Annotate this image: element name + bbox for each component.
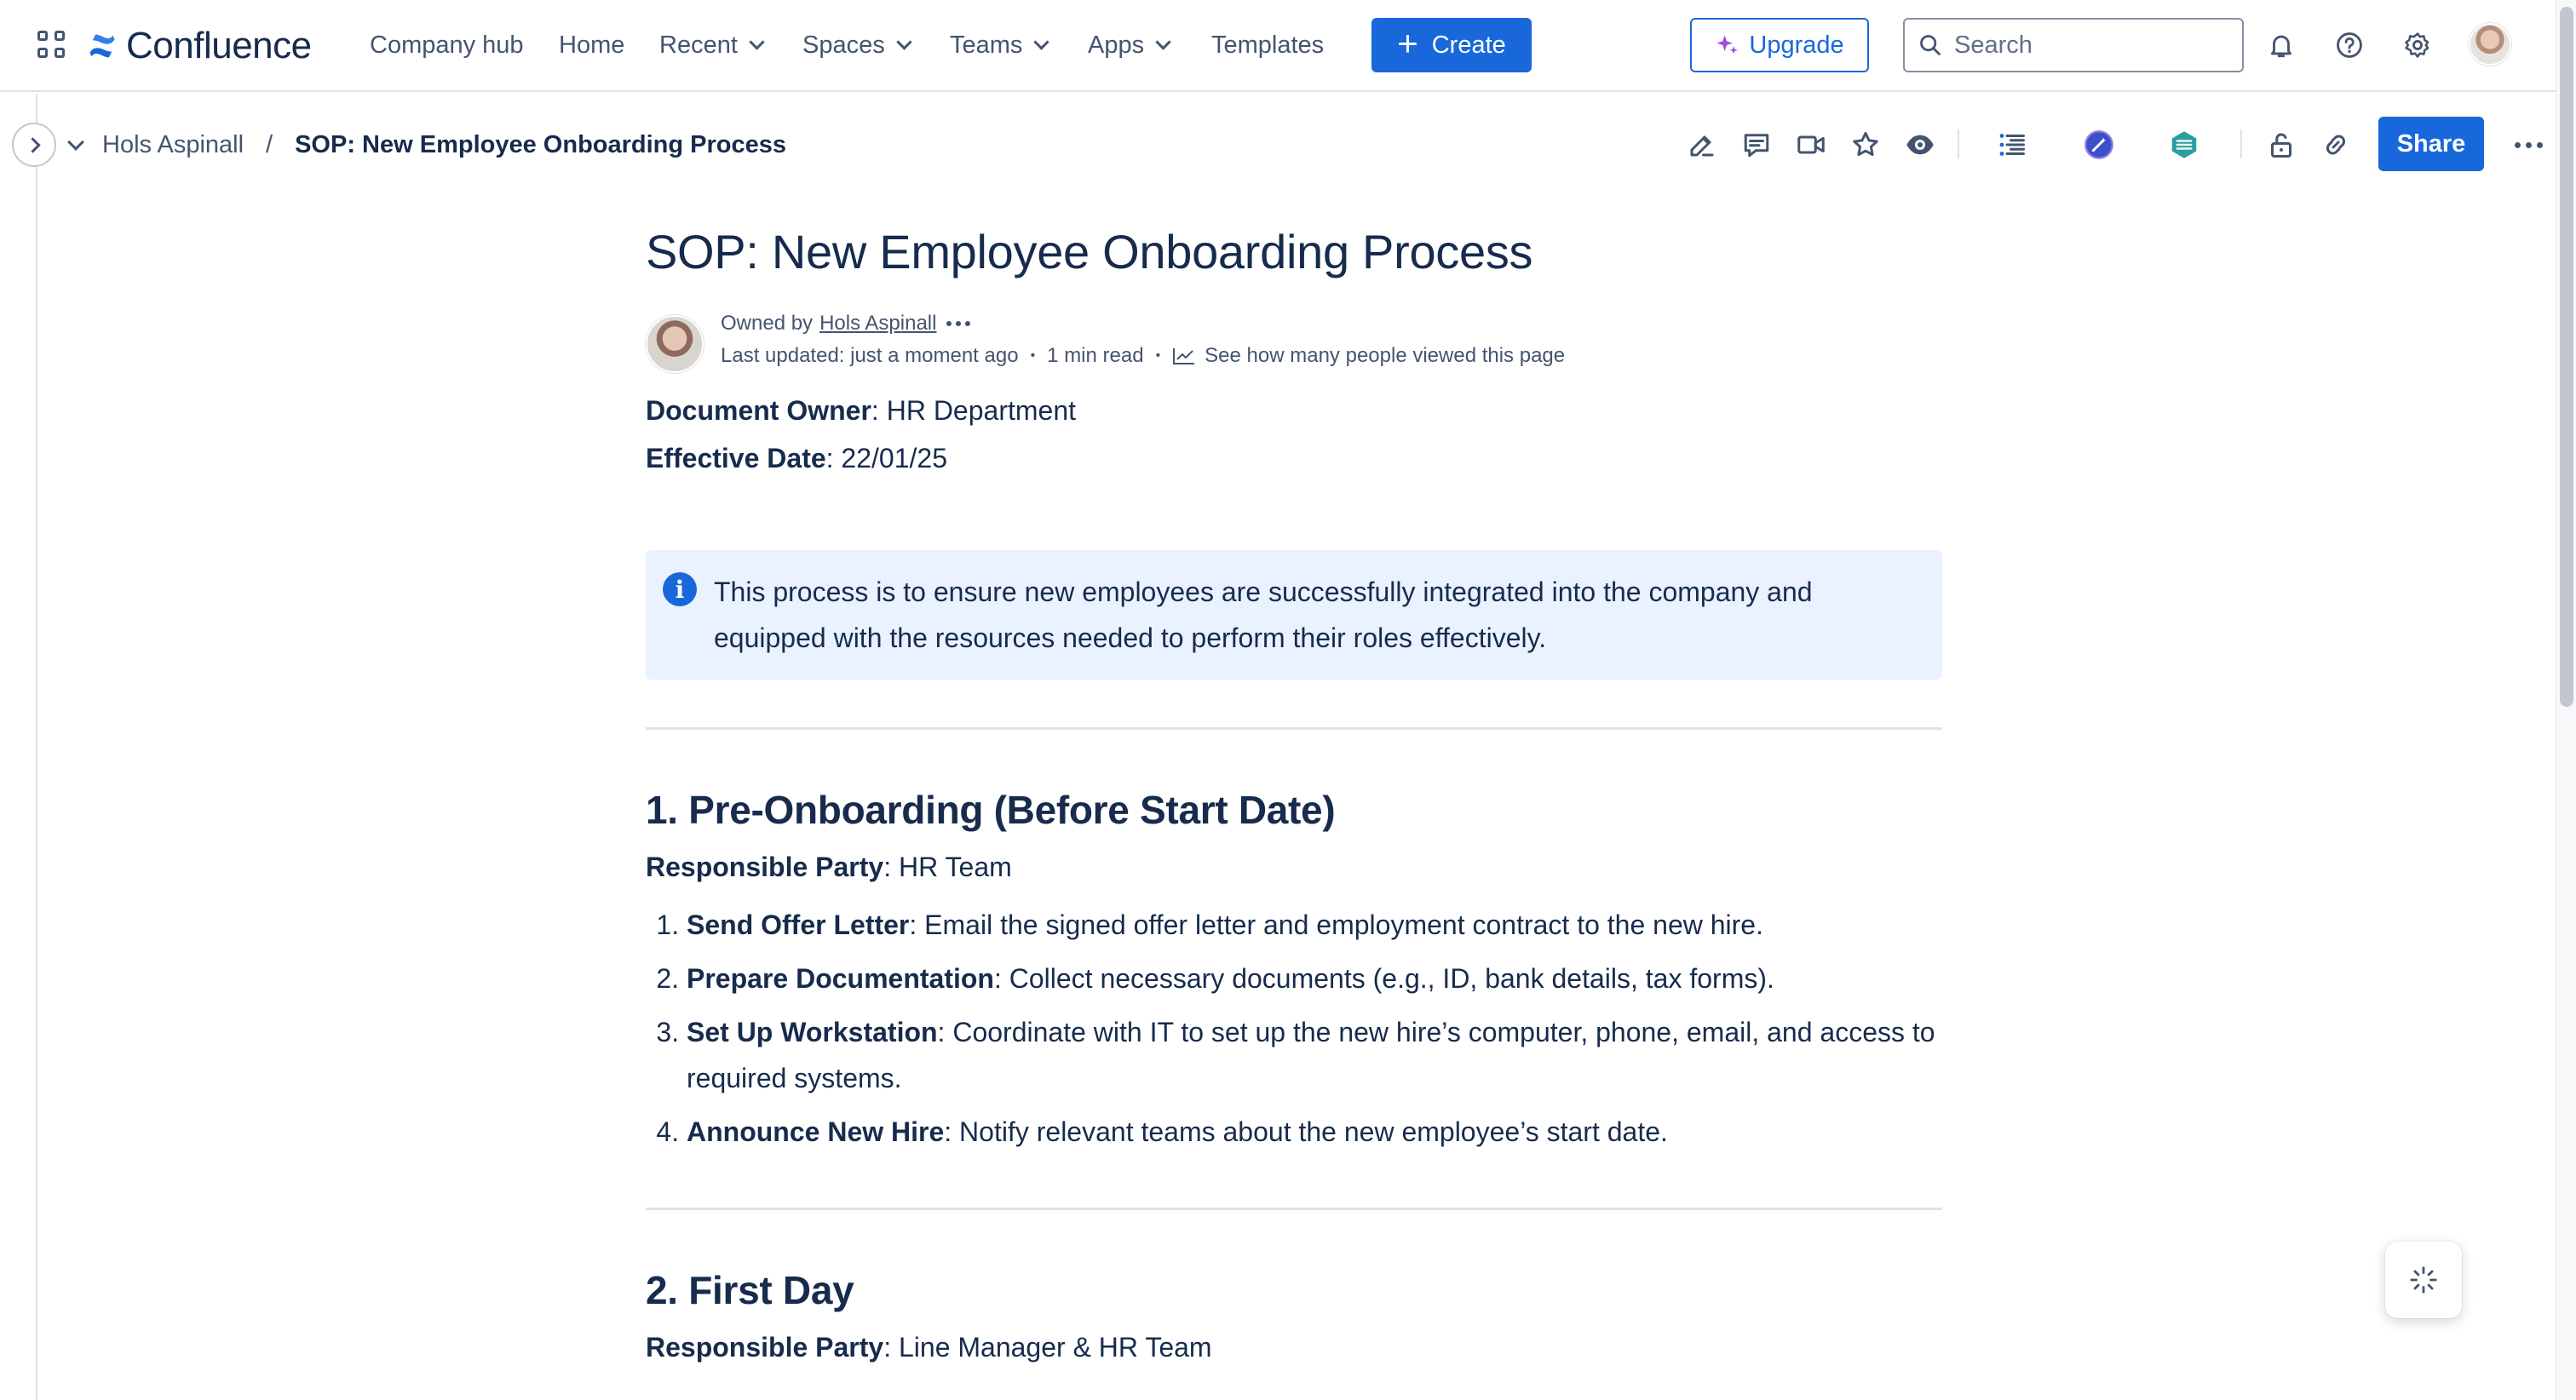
nav-label: Apps xyxy=(1088,31,1145,59)
link-icon[interactable] xyxy=(2317,126,2355,164)
info-panel xyxy=(646,550,1942,680)
list-item xyxy=(687,1109,1942,1155)
byline xyxy=(646,308,1942,387)
confluence-logo-icon xyxy=(87,31,118,61)
nav-home[interactable] xyxy=(559,27,624,63)
video-icon[interactable] xyxy=(1792,126,1830,164)
settings-icon[interactable] xyxy=(2401,28,2435,62)
step-text: : Collect necessary documents (e.g., ID, bank details, tax forms). xyxy=(993,963,1774,994)
toolbar-divider xyxy=(2240,129,2242,158)
nav-label: Company hub xyxy=(370,31,524,59)
owned-by-label: Owned by xyxy=(721,312,814,335)
edit-icon[interactable] xyxy=(1683,126,1721,164)
bullet-separator: • xyxy=(1030,348,1036,363)
section-divider xyxy=(646,727,1942,730)
document-owner-value: : HR Department xyxy=(871,395,1076,426)
bell-icon[interactable] xyxy=(2264,28,2298,62)
responsible-party xyxy=(646,1328,1942,1367)
search-input[interactable] xyxy=(1954,32,2227,60)
chevron-right-icon xyxy=(25,137,40,152)
sparkle-icon xyxy=(1715,33,1739,57)
page-views-label: See how many people viewed this page xyxy=(1205,344,1566,367)
nav-recent[interactable] xyxy=(659,27,762,63)
upgrade-button[interactable] xyxy=(1690,18,1869,72)
more-icon[interactable] xyxy=(946,321,970,326)
responsible-party-label: Responsible Party xyxy=(646,852,884,882)
breadcrumb-page[interactable]: SOP: New Employee Onboarding Process xyxy=(295,130,787,158)
owner-line xyxy=(721,312,970,336)
expand-sidebar-button[interactable] xyxy=(12,123,56,167)
top-navigation xyxy=(0,0,2556,92)
ai-icon[interactable] xyxy=(2080,126,2118,164)
app-switcher-icon[interactable] xyxy=(37,31,65,58)
share-label: Share xyxy=(2396,129,2466,158)
watch-icon[interactable] xyxy=(1901,126,1939,164)
effective-date-value: : 22/01/25 xyxy=(825,443,947,473)
scrollbar[interactable] xyxy=(2556,0,2576,1400)
nav-company-hub[interactable] xyxy=(370,27,524,63)
create-label: Create xyxy=(1431,31,1506,59)
search-icon xyxy=(1918,33,1942,57)
list-item xyxy=(687,902,1942,948)
responsible-party-value: : Line Manager & HR Team xyxy=(883,1332,1212,1363)
step-text: : Notify relevant teams about the new employee’s start date. xyxy=(944,1116,1668,1147)
nav-label: Teams xyxy=(950,31,1023,59)
chevron-down-icon xyxy=(1155,34,1170,49)
upgrade-label: Upgrade xyxy=(1749,31,1844,59)
step-text: : Email the signed offer letter and employment contract to the new hire. xyxy=(909,909,1763,940)
last-updated: Last updated: just a moment ago xyxy=(721,344,1019,367)
page-content xyxy=(646,213,1942,1367)
page-title: SOP: New Employee Onboarding Process xyxy=(646,225,1533,278)
comment-icon[interactable] xyxy=(1738,126,1775,164)
responsible-party-label: Responsible Party xyxy=(646,1332,884,1363)
floating-loading-button[interactable] xyxy=(2385,1242,2462,1318)
effective-date-label: Effective Date xyxy=(646,443,826,473)
nav-apps[interactable] xyxy=(1088,27,1169,63)
step-list xyxy=(646,902,1942,1155)
bullet-separator: • xyxy=(1155,348,1161,363)
share-button[interactable] xyxy=(2378,117,2484,171)
document-owner-label: Document Owner xyxy=(646,395,871,426)
read-time: 1 min read xyxy=(1047,344,1144,367)
info-panel-text: This process is to ensure new employees are successfully integrated into the company and equipped with the resources needed to perform their roles effectively. xyxy=(714,577,1813,653)
loading-spinner-icon xyxy=(2409,1265,2438,1294)
create-button[interactable] xyxy=(1371,18,1532,72)
chevron-down-icon[interactable] xyxy=(67,134,84,151)
section-heading: 1. Pre-Onboarding (Before Start Date) xyxy=(646,788,1336,832)
step-title: Announce New Hire xyxy=(687,1116,945,1147)
chevron-down-icon xyxy=(749,34,764,49)
help-icon[interactable] xyxy=(2332,28,2366,62)
nav-templates[interactable] xyxy=(1211,27,1324,63)
nav-label: Recent xyxy=(659,31,738,59)
nav-teams[interactable] xyxy=(950,27,1047,63)
plus-icon: + xyxy=(1397,23,1418,63)
unlock-icon[interactable] xyxy=(2263,126,2300,164)
owner-link[interactable]: Hols Aspinall xyxy=(819,312,937,335)
page-meta-line xyxy=(721,344,1565,368)
nav-label: Templates xyxy=(1211,31,1325,59)
breadcrumb-separator: / xyxy=(266,130,273,158)
table-of-contents-icon[interactable] xyxy=(1993,126,2031,164)
list-item xyxy=(687,1009,1942,1101)
scrollbar-thumb[interactable] xyxy=(2560,7,2573,707)
responsible-party-value: : HR Team xyxy=(883,852,1012,882)
step-title: Set Up Workstation xyxy=(687,1017,938,1047)
analytics-icon xyxy=(1172,347,1196,365)
nav-label: Spaces xyxy=(802,31,885,59)
step-text: : Coordinate with IT to set up the new hire’s computer, phone, email, and access to required systems. xyxy=(687,1017,1935,1093)
sidebar-rail xyxy=(0,94,37,1400)
document-owner xyxy=(646,387,1942,434)
document-meta xyxy=(646,387,1942,482)
breadcrumb-space[interactable]: Hols Aspinall xyxy=(102,130,244,158)
info-icon: i xyxy=(663,572,697,606)
star-icon[interactable] xyxy=(1847,126,1884,164)
logo-text: Confluence xyxy=(126,25,312,66)
step-title: Send Offer Letter xyxy=(687,909,910,940)
chevron-down-icon xyxy=(1034,34,1049,49)
section-heading: 2. First Day xyxy=(646,1268,854,1312)
step-title: Prepare Documentation xyxy=(687,963,994,994)
page-views-link[interactable] xyxy=(1172,344,1565,368)
avatar[interactable] xyxy=(2469,23,2511,66)
effective-date xyxy=(646,434,1942,482)
section-divider xyxy=(646,1208,1942,1210)
list-item xyxy=(687,955,1942,1001)
more-actions-icon[interactable] xyxy=(2508,128,2549,162)
nav-label: Home xyxy=(559,31,625,59)
confluence-logo[interactable] xyxy=(87,22,312,70)
toolbar-divider xyxy=(1958,129,1959,158)
search-box[interactable] xyxy=(1903,18,2244,72)
chevron-down-icon xyxy=(896,34,911,49)
nav-spaces[interactable] xyxy=(802,27,910,63)
owner-avatar[interactable] xyxy=(646,315,704,373)
summary-icon[interactable] xyxy=(2165,126,2203,164)
responsible-party xyxy=(646,847,1942,886)
breadcrumb xyxy=(102,128,786,162)
